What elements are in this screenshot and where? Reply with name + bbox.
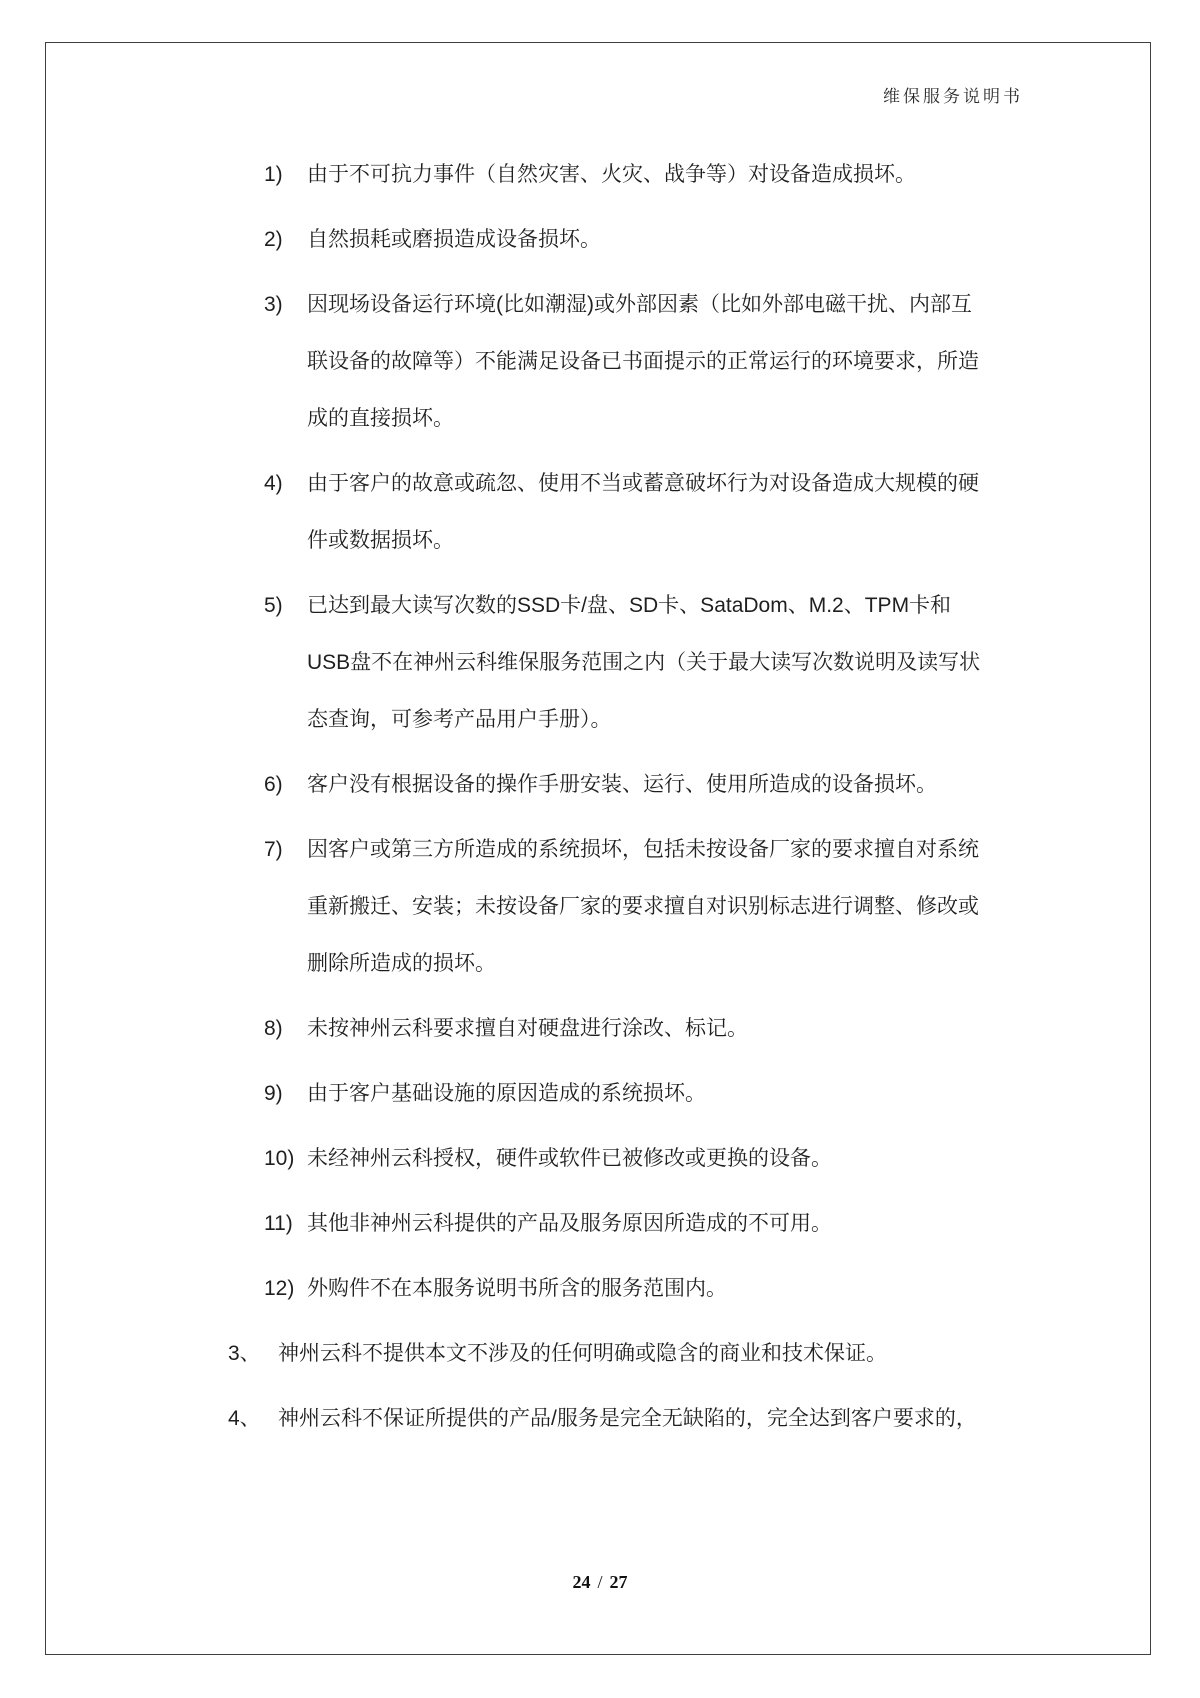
list-item-line: 由于客户基础设施的原因造成的系统损坏。 — [307, 1082, 706, 1105]
list-item-marker: 3) — [264, 293, 283, 316]
list-item-line: 神州云科不提供本文不涉及的任何明确或隐含的商业和技术保证。 — [278, 1342, 887, 1365]
list-item-marker: 4、 — [228, 1407, 261, 1430]
list-item — [0, 1325, 1200, 1382]
list-item-marker: 1) — [264, 163, 283, 186]
list-item — [0, 577, 1200, 748]
list-item — [0, 1065, 1200, 1122]
list-item-line: 删除所造成的损坏。 — [307, 952, 496, 975]
list-item — [0, 1260, 1200, 1317]
list-item-marker: 11) — [264, 1212, 293, 1235]
list-item-line: 态查询，可参考产品用户手册）。 — [307, 708, 612, 731]
page-header-title: 维保服务说明书 — [883, 87, 1023, 106]
list-item-line: 件或数据损坏。 — [307, 529, 454, 552]
list-item-line: 重新搬迁、安装；未按设备厂家的要求擅自对识别标志进行调整、修改或 — [307, 895, 979, 918]
list-item-line: USB盘不在神州云科维保服务范围之内（关于最大读写次数说明及读写状 — [307, 651, 981, 674]
list-item-line: 外购件不在本服务说明书所含的服务范围内。 — [307, 1277, 727, 1300]
list-item-marker: 12) — [264, 1277, 295, 1300]
list-item-line: 客户没有根据设备的操作手册安装、运行、使用所造成的设备损坏。 — [307, 773, 937, 796]
exclusion-list — [0, 146, 1200, 1317]
list-item-marker: 10) — [264, 1147, 295, 1170]
list-item — [0, 1000, 1200, 1057]
list-item — [0, 821, 1200, 992]
list-item — [0, 756, 1200, 813]
list-item-line: 联设备的故障等）不能满足设备已书面提示的正常运行的环境要求，所造 — [307, 350, 979, 373]
list-item-line: 成的直接损坏。 — [307, 407, 454, 430]
page-number-separator: / — [597, 1572, 603, 1592]
list-item-line: 未经神州云科授权，硬件或软件已被修改或更换的设备。 — [307, 1147, 832, 1170]
list-item-marker: 3、 — [228, 1342, 261, 1365]
list-item — [0, 276, 1200, 447]
list-item — [0, 1195, 1200, 1252]
list-item-marker: 7) — [264, 838, 283, 861]
list-item-line: 由于不可抗力事件（自然灾害、火灾、战争等）对设备造成损坏。 — [307, 163, 916, 186]
list-item-marker: 5) — [264, 594, 283, 617]
page-footer — [0, 1572, 1200, 1593]
list-item-line: 因现场设备运行环境(比如潮湿)或外部因素（比如外部电磁干扰、内部互 — [307, 293, 972, 316]
list-item — [0, 455, 1200, 569]
list-item-line: 神州云科不保证所提供的产品/服务是完全无缺陷的，完全达到客户要求的， — [278, 1407, 977, 1430]
list-item-line: 自然损耗或磨损造成设备损坏。 — [307, 228, 601, 251]
list-item-line: 由于客户的故意或疏忽、使用不当或蓄意破坏行为对设备造成大规模的硬 — [307, 472, 979, 495]
list-item-marker: 2) — [264, 228, 283, 251]
list-item-line: 其他非神州云科提供的产品及服务原因所造成的不可用。 — [307, 1212, 832, 1235]
list-item-marker: 4) — [264, 472, 283, 495]
document-body — [0, 146, 1200, 1455]
total-page-number: 27 — [609, 1572, 628, 1592]
list-item — [0, 1130, 1200, 1187]
list-item-line: 已达到最大读写次数的SSD卡/盘、SD卡、SataDom、M.2、TPM卡和 — [307, 594, 952, 617]
list-item — [0, 211, 1200, 268]
list-item-line: 因客户或第三方所造成的系统损坏，包括未按设备厂家的要求擅自对系统 — [307, 838, 979, 861]
list-item-marker: 8) — [264, 1017, 283, 1040]
clause-list — [0, 1325, 1200, 1447]
list-item — [0, 146, 1200, 203]
list-item-line: 未按神州云科要求擅自对硬盘进行涂改、标记。 — [307, 1017, 748, 1040]
list-item-marker: 9) — [264, 1082, 283, 1105]
list-item-marker: 6) — [264, 773, 283, 796]
list-item — [0, 1390, 1200, 1447]
current-page-number: 24 — [572, 1572, 591, 1592]
